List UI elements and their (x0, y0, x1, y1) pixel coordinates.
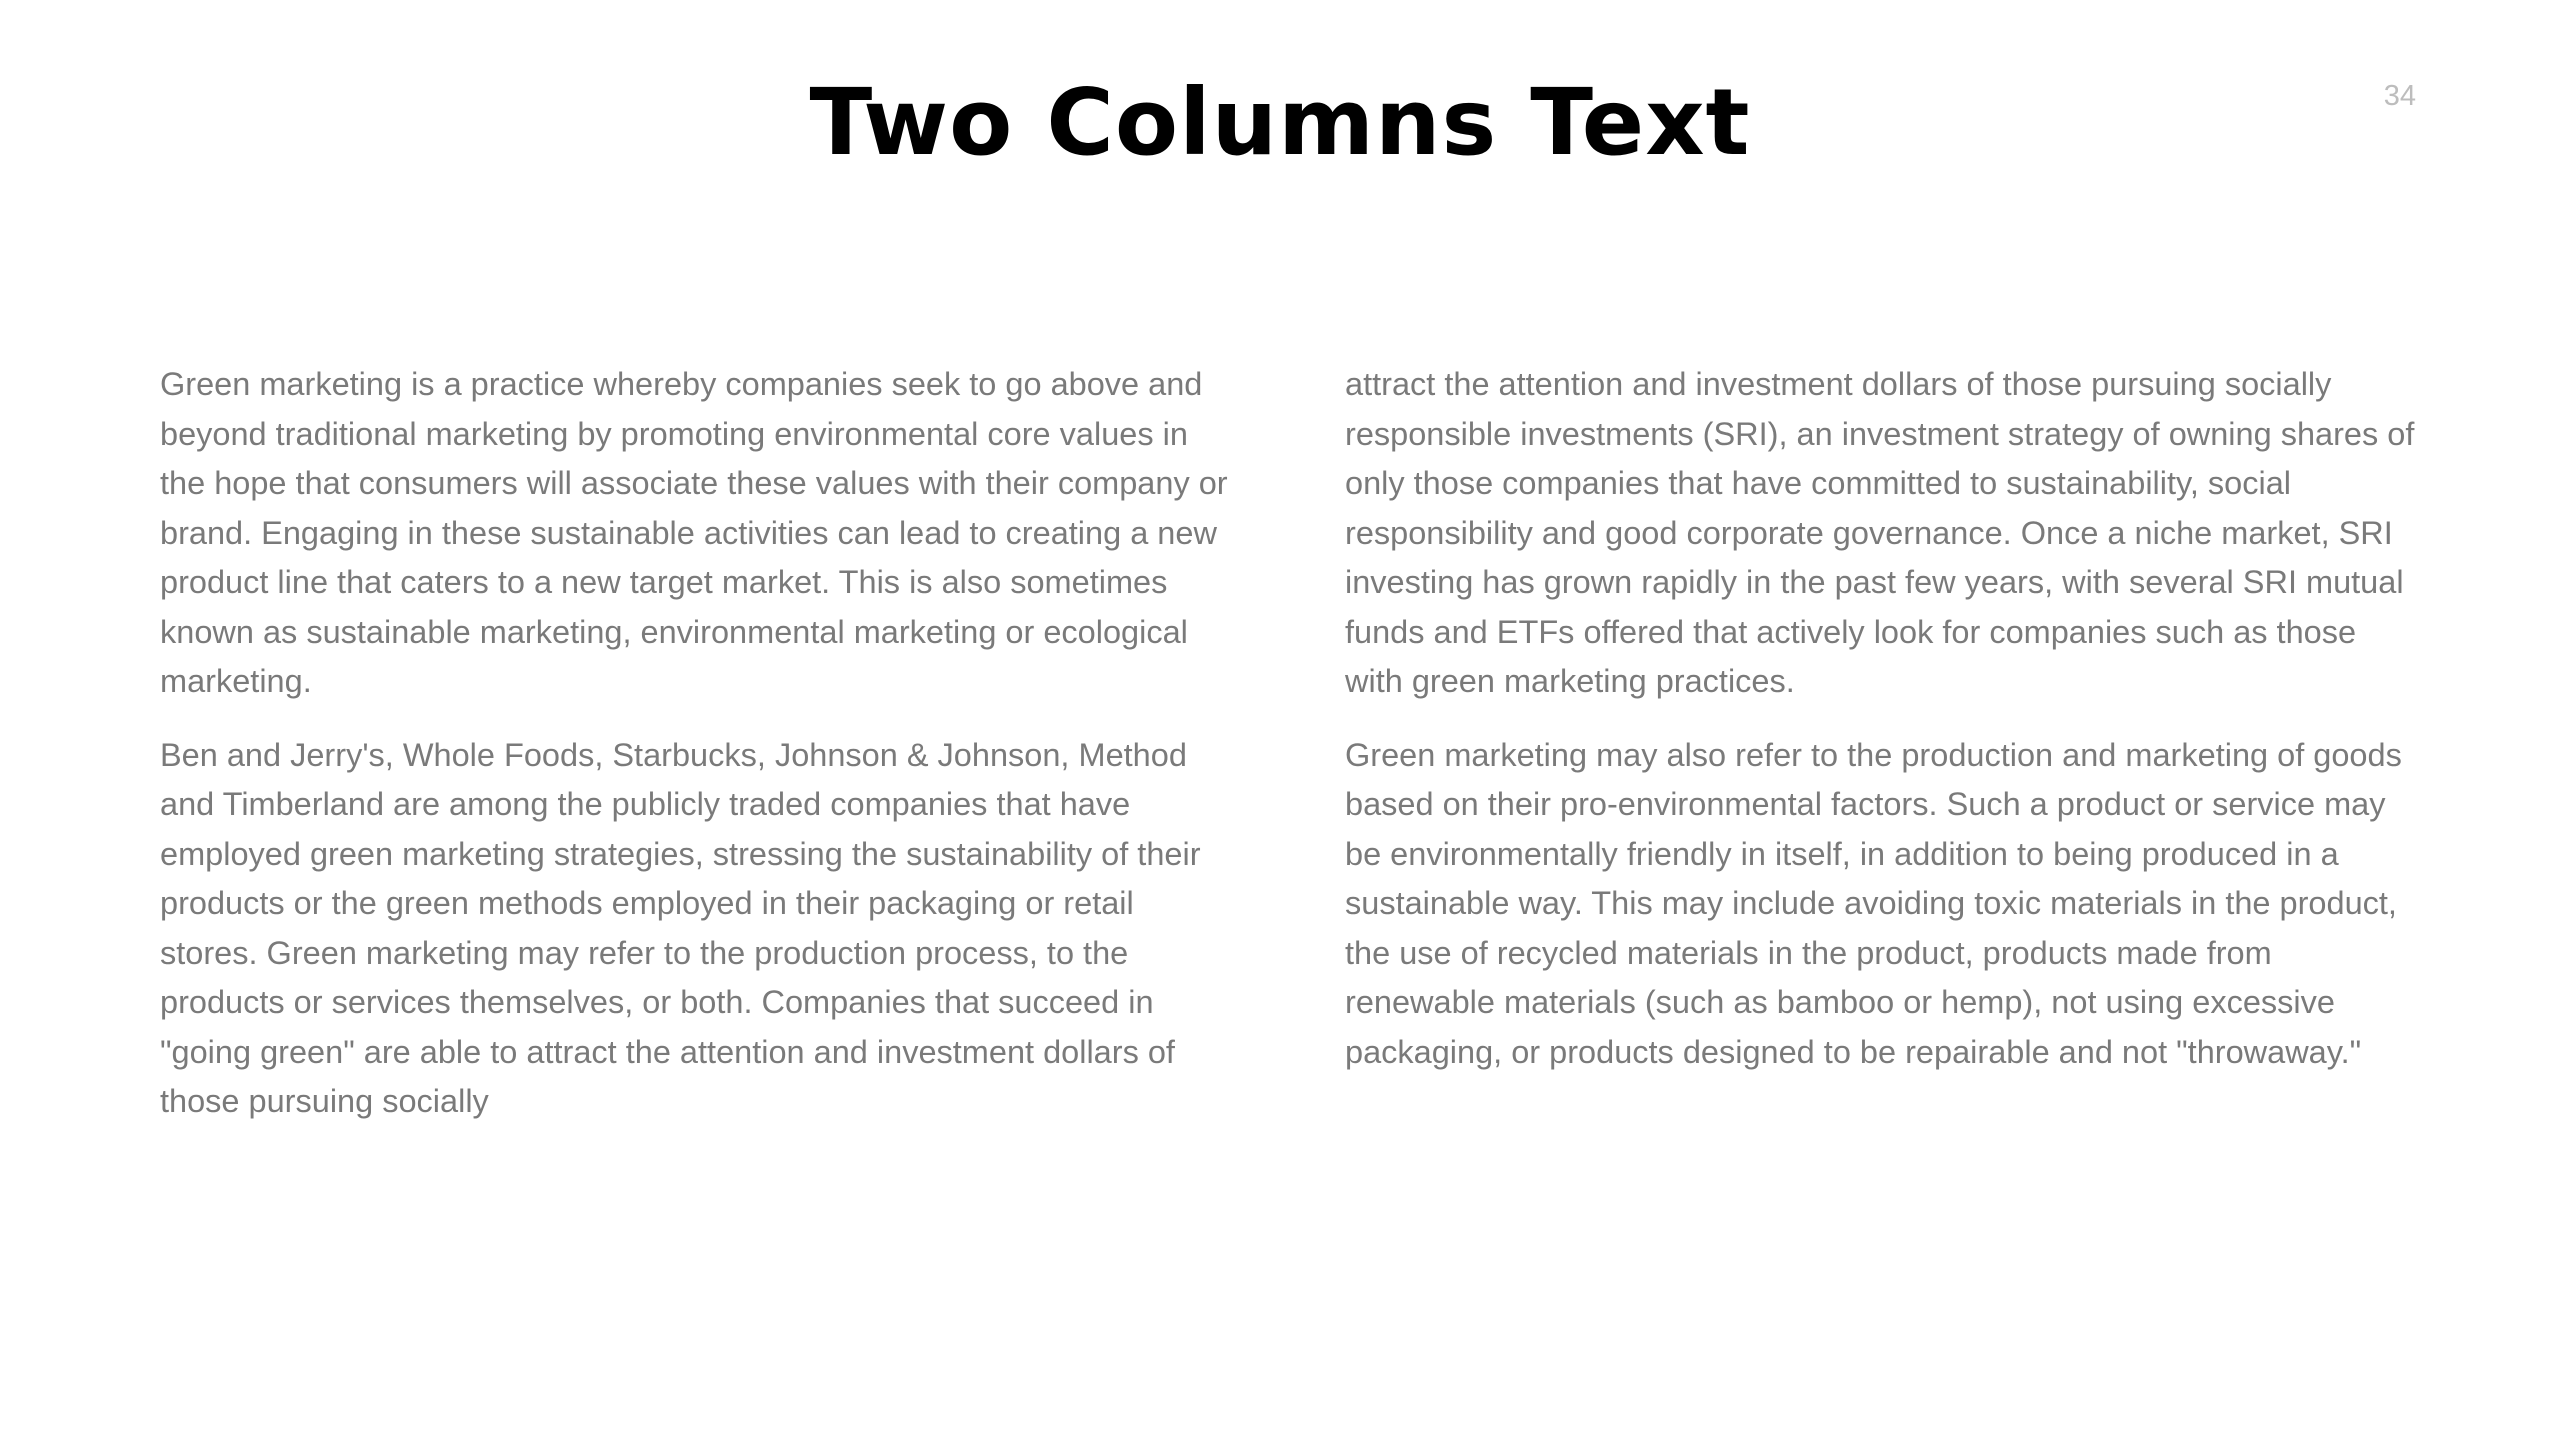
slide-title: Two Columns Text (809, 69, 1751, 176)
page-number: 34 (2383, 80, 2416, 112)
left-paragraph-2: Ben and Jerry's, Whole Foods, Starbucks, Johnson & Johnson, Method and Timberland are among the publicly traded companies that have employed green marketing strategies, stressing the sustainability of their products or the green methods employed in their packaging or retail stores. Green marketing may refer to the production process, to the products or services themselves, or both. Companies that succeed in "going green" are able to attract the attention and investment dollars of those pursuing socially (160, 736, 1201, 1119)
right-paragraph-1: attract the attention and investment dollars of those pursuing socially responsible investments (SRI), an investment strategy of owning shares of only those companies that have committed to sustainability, social responsibility and good corporate governance. Once a niche market, SRI investing has grown rapidly in the past few years, with several SRI mutual funds and ETFs offered that actively look for companies such as those with green marketing practices. (1345, 366, 2415, 699)
left-paragraph-1: Green marketing is a practice whereby companies seek to go above and beyond traditional marketing by promoting environmental core values in the hope that consumers will associate these values with their company or brand. Engaging in these sustainable activities can lead to creating a new product line that caters to a new target market. This is also sometimes known as sustainable marketing, environmental marketing or ecological marketing. (160, 366, 1228, 699)
right-text-column (1345, 360, 2415, 1101)
left-text-column (160, 360, 1240, 1151)
right-paragraph-2: Green marketing may also refer to the production and marketing of goods based on their pro-environmental factors. Such a product or service may be environmentally friendly in itself, in addition to being produced in a sustainable way. This may include avoiding toxic materials in the product, the use of recycled materials in the product, products made from renewable materials (such as bamboo or hemp), not using excessive packaging, or products designed to be repairable and not "throwaway." (1345, 736, 2402, 1070)
